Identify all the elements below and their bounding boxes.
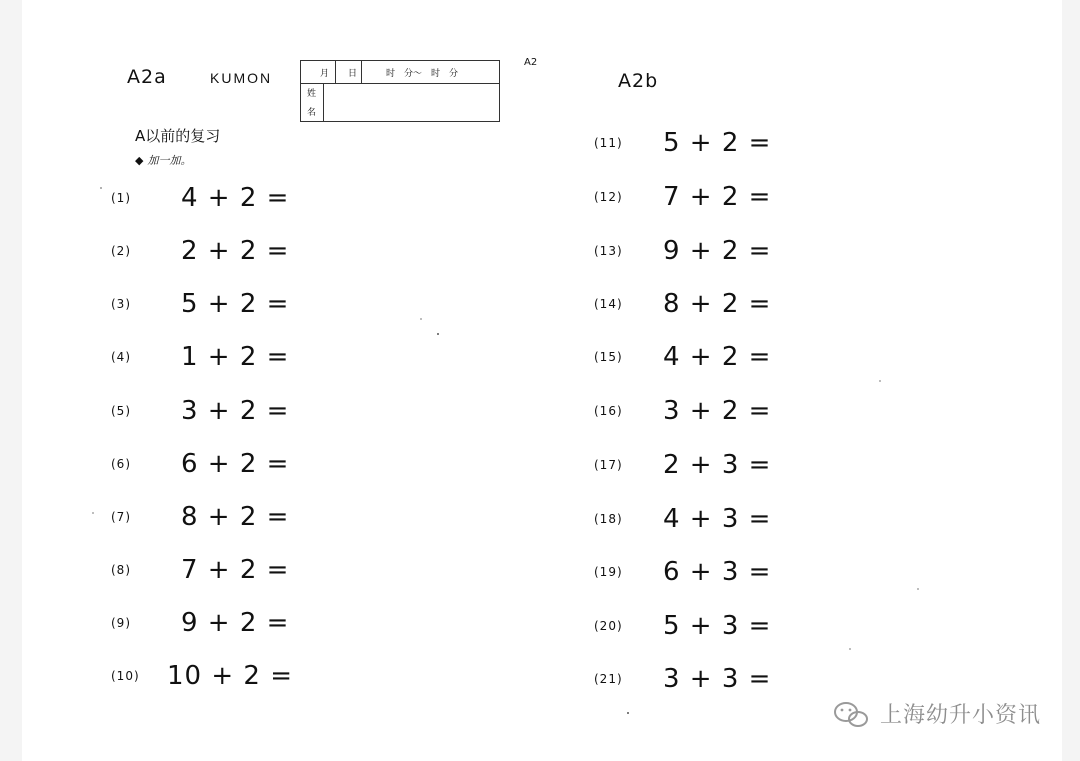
problem-expression: 4 + 2 = (663, 342, 772, 372)
problem-number: (2) (111, 244, 131, 258)
paper-speck (420, 318, 422, 320)
problem-expression: 5 + 2 = (181, 289, 290, 319)
problem-number: (10) (111, 669, 140, 683)
problem-number: (5) (111, 404, 131, 418)
problem-number: (15) (594, 350, 623, 364)
problem-number: (13) (594, 244, 623, 258)
name-label-2: 名 (307, 108, 317, 118)
problem-expression: 8 + 2 = (663, 289, 772, 319)
date-time-row (301, 61, 499, 84)
problem-expression: 5 + 3 = (663, 611, 772, 641)
problem-number: (14) (594, 297, 623, 311)
month-cell (301, 61, 336, 83)
problem-expression: 4 + 2 = (181, 183, 290, 213)
problem-expression: 7 + 2 = (181, 555, 290, 585)
watermark-text: 上海幼升小资讯 (880, 703, 1042, 728)
problem-expression: 2 + 3 = (663, 450, 772, 480)
date-name-box (300, 60, 500, 122)
problem-number: (7) (111, 510, 131, 524)
problem-expression: 8 + 2 = (181, 502, 290, 532)
diamond-bullet-icon: ◆ (135, 154, 144, 167)
name-label-cell (301, 83, 324, 121)
problem-number: (6) (111, 457, 131, 471)
day-cell (335, 61, 362, 83)
paper-speck (627, 712, 629, 714)
worksheet-code-right: A2b (618, 70, 659, 92)
problem-number: (21) (594, 672, 623, 686)
problem-expression: 4 + 3 = (663, 504, 772, 534)
time-cell (361, 61, 501, 83)
kumon-logo: KUMON (210, 70, 273, 86)
problem-number: (18) (594, 512, 623, 526)
problem-expression: 9 + 2 = (181, 608, 290, 638)
problem-expression: 2 + 2 = (181, 236, 290, 266)
problem-number: (12) (594, 190, 623, 204)
problem-expression: 1 + 2 = (181, 342, 290, 372)
problem-expression: 9 + 2 = (663, 236, 772, 266)
problem-number: (8) (111, 563, 131, 577)
paper-speck (849, 648, 851, 650)
problem-expression: 7 + 2 = (663, 182, 772, 212)
problem-number: (16) (594, 404, 623, 418)
problem-expression: 6 + 2 = (181, 449, 290, 479)
paper-speck (917, 588, 919, 590)
instruction (135, 152, 191, 168)
paper-speck (100, 187, 102, 189)
problem-number: (20) (594, 619, 623, 633)
problem-number: (9) (111, 616, 131, 630)
problem-expression: 3 + 2 = (663, 396, 772, 426)
paper-speck (92, 512, 94, 514)
paper-speck (879, 380, 881, 382)
problem-number: (11) (594, 136, 623, 150)
problem-expression: 6 + 3 = (663, 557, 772, 587)
month-label: 月 (320, 69, 330, 79)
name-label-1: 姓 (307, 89, 317, 99)
time-label: 时 分～ 时 分 (386, 69, 459, 79)
problem-number: (17) (594, 458, 623, 472)
level-label: A2 (524, 57, 538, 68)
section-title: A以前的复习 (135, 127, 221, 145)
wechat-icon (832, 700, 872, 730)
day-label: 日 (348, 69, 358, 79)
instruction-text: 加一加。 (147, 154, 192, 167)
problem-expression: 3 + 3 = (663, 664, 772, 694)
worksheet-code-left: A2a (127, 66, 167, 88)
paper-speck (437, 333, 439, 335)
problem-number: (4) (111, 350, 131, 364)
problem-expression: 3 + 2 = (181, 396, 290, 426)
problem-number: (3) (111, 297, 131, 311)
problem-expression: 5 + 2 = (663, 128, 772, 158)
worksheet-page (22, 0, 1062, 761)
problem-expression: 10 + 2 = (167, 661, 293, 691)
problem-number: (19) (594, 565, 623, 579)
problem-number: (1) (111, 191, 131, 205)
